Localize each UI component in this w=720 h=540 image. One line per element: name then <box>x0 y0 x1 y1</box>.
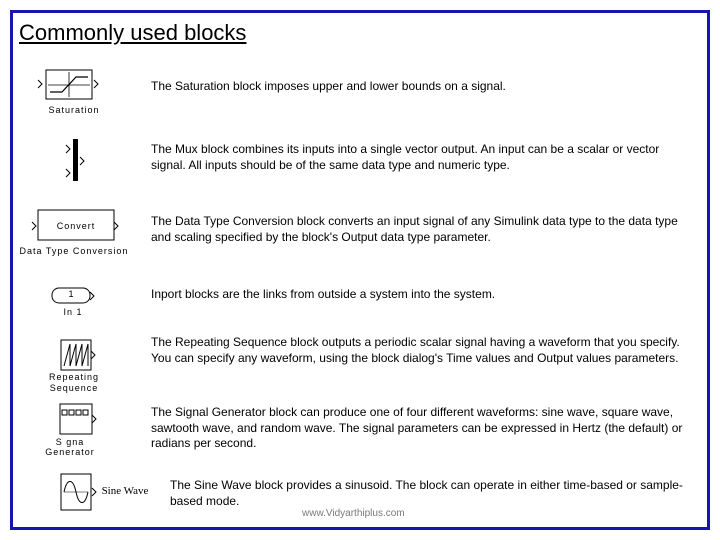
footer-watermark: www.Vidyarthiplus.com <box>302 508 405 519</box>
mux-description: The Mux block combines its inputs into a single vector output. An input can be a scalar or vector signal. All inputs should be of the same data type and numeric type. <box>151 142 660 172</box>
convert-label: Data Type Conversion <box>19 246 129 256</box>
signal-generator-label-line2: Generator <box>45 447 95 457</box>
inport-description: Inport blocks are the links from outside a system into the system. <box>151 287 496 301</box>
convert-icon-text: Convert <box>56 221 96 231</box>
mux-block-icon[interactable] <box>62 136 86 184</box>
sine-wave-label: Sine Wave <box>101 485 149 497</box>
convert-description: The Data Type Conversion block converts an input signal of any Simulink data type to the data type and scaling specified by the block's Output data type parameter. <box>151 214 678 244</box>
inport-icon-text: 1 <box>68 289 74 299</box>
saturation-description: The Saturation block imposes upper and lower bounds on a signal. <box>151 79 506 93</box>
inport-label: In 1 <box>63 307 83 317</box>
saturation-block-icon[interactable] <box>36 66 100 104</box>
repeating-description: The Repeating Sequence block outputs a periodic scalar signal having a waveform that you specify. You can specify any waveform, using the block dialog's Time values and Output values parameters. <box>151 335 680 365</box>
signal-generator-block-icon[interactable] <box>56 402 98 436</box>
saturation-label: Saturation <box>48 105 100 115</box>
sine-wave-description: The Sine Wave block provides a sinusoid. The block can operate in either time-based or sample-based mode. <box>170 478 683 508</box>
repeating-label-line2: Sequence <box>49 383 99 393</box>
signal-generator-description: The Signal Generator block can produce one of four different waveforms: sine wave, square wave, sawtooth wave, and random wave. The signal parameters can be expressed in Hertz (the default) or radians per second. <box>151 405 683 450</box>
signal-generator-label-line1: S gna <box>55 437 85 447</box>
sine-wave-block-icon[interactable] <box>56 470 100 514</box>
repeating-label-line1: Repeating <box>48 372 100 382</box>
repeating-sequence-block-icon[interactable] <box>58 338 98 372</box>
page-title: Commonly used blocks <box>19 20 247 45</box>
